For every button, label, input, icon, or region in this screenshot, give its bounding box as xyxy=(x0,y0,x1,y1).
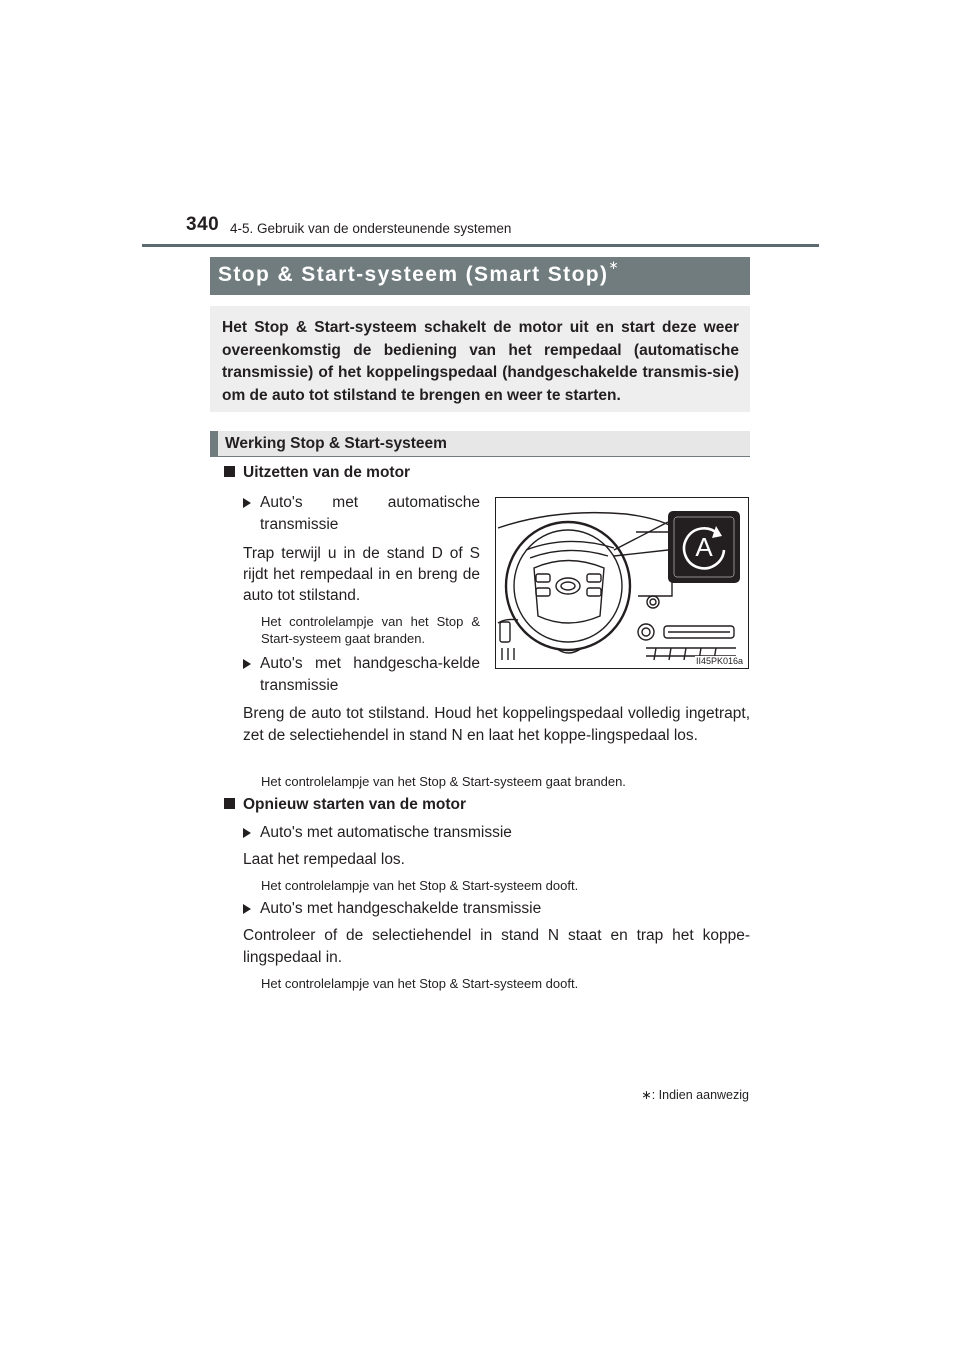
subsection-title: Werking Stop & Start-systeem xyxy=(210,431,750,457)
bullet-restart-auto xyxy=(243,822,512,844)
bullet-restart-manual xyxy=(243,898,541,920)
indicator-letter: A xyxy=(695,532,713,562)
heading-restart-engine xyxy=(224,796,466,814)
page-number: 340 xyxy=(186,214,220,235)
square-bullet-icon xyxy=(224,798,235,809)
intro-box: Het Stop & Start-systeem schakelt de motor uit en start deze weer overeenkomstig de bediening van het rempedaal (automatische transmissie) of het koppelingspedaal (handgeschakelde transmis-sie) om de auto tot stilstand te brengen en weer te starten. xyxy=(210,306,750,412)
triangle-bullet-icon xyxy=(243,904,251,914)
bullet-restart-auto-text: Auto's met automatische transmissie xyxy=(260,824,512,841)
text-restart-auto: Laat het rempedaal los. xyxy=(243,851,405,868)
footnote-text: : Indien aanwezig xyxy=(651,1088,749,1102)
square-bullet-icon xyxy=(224,466,235,477)
figure-code: II45PK016a xyxy=(695,656,743,666)
bullet-stop-manual-text: Auto's met handgescha-kelde transmissie xyxy=(260,655,480,694)
note-restart-manual: Het controlelampje van het Stop & Start-systeem dooft. xyxy=(261,976,579,991)
triangle-bullet-icon xyxy=(243,659,251,669)
running-header: 4-5. Gebruik van de ondersteunende systemen xyxy=(230,221,512,236)
note-stop-auto: Het controlelampje van het Stop & Start-systeem gaat branden. xyxy=(261,614,480,646)
text-restart-manual: Controleer of de selectiehendel in stand N staat en trap het koppe-lingspedaal in. xyxy=(243,927,750,966)
triangle-bullet-icon xyxy=(243,828,251,838)
note-restart-auto: Het controlelampje van het Stop & Start-systeem dooft. xyxy=(261,878,579,893)
steering-wheel-illustration xyxy=(496,498,748,668)
section-title xyxy=(210,257,750,295)
note-stop-manual: Het controlelampje van het Stop & Start-systeem gaat branden. xyxy=(261,774,626,789)
text-stop-manual: Breng de auto tot stilstand. Houd het koppelingspedaal volledig ingetrapt, zet de selectiehendel in stand N en laat het koppe-lingspedaal los. xyxy=(243,705,750,744)
footnote xyxy=(641,1087,749,1102)
section-title-mark: ∗ xyxy=(608,258,619,272)
bullet-stop-auto xyxy=(243,492,480,536)
bullet-stop-auto-text: Auto's met automatische transmissie xyxy=(260,494,480,533)
section-title-text: Stop & Start-systeem (Smart Stop) xyxy=(218,263,609,286)
header-rule xyxy=(142,244,819,247)
triangle-bullet-icon xyxy=(243,498,251,508)
heading-stop-engine-text: Uitzetten van de motor xyxy=(243,464,411,481)
footnote-mark: ∗ xyxy=(641,1088,652,1102)
text-stop-auto: Trap terwijl u in de stand D of S rijdt het rempedaal in en breng de auto tot stilstand. xyxy=(243,545,480,604)
bullet-restart-manual-text: Auto's met handgeschakelde transmissie xyxy=(260,900,542,917)
heading-stop-engine xyxy=(224,464,410,482)
dashboard-illustration xyxy=(495,497,749,669)
bullet-stop-manual xyxy=(243,653,480,697)
heading-restart-engine-text: Opnieuw starten van de motor xyxy=(243,796,467,813)
